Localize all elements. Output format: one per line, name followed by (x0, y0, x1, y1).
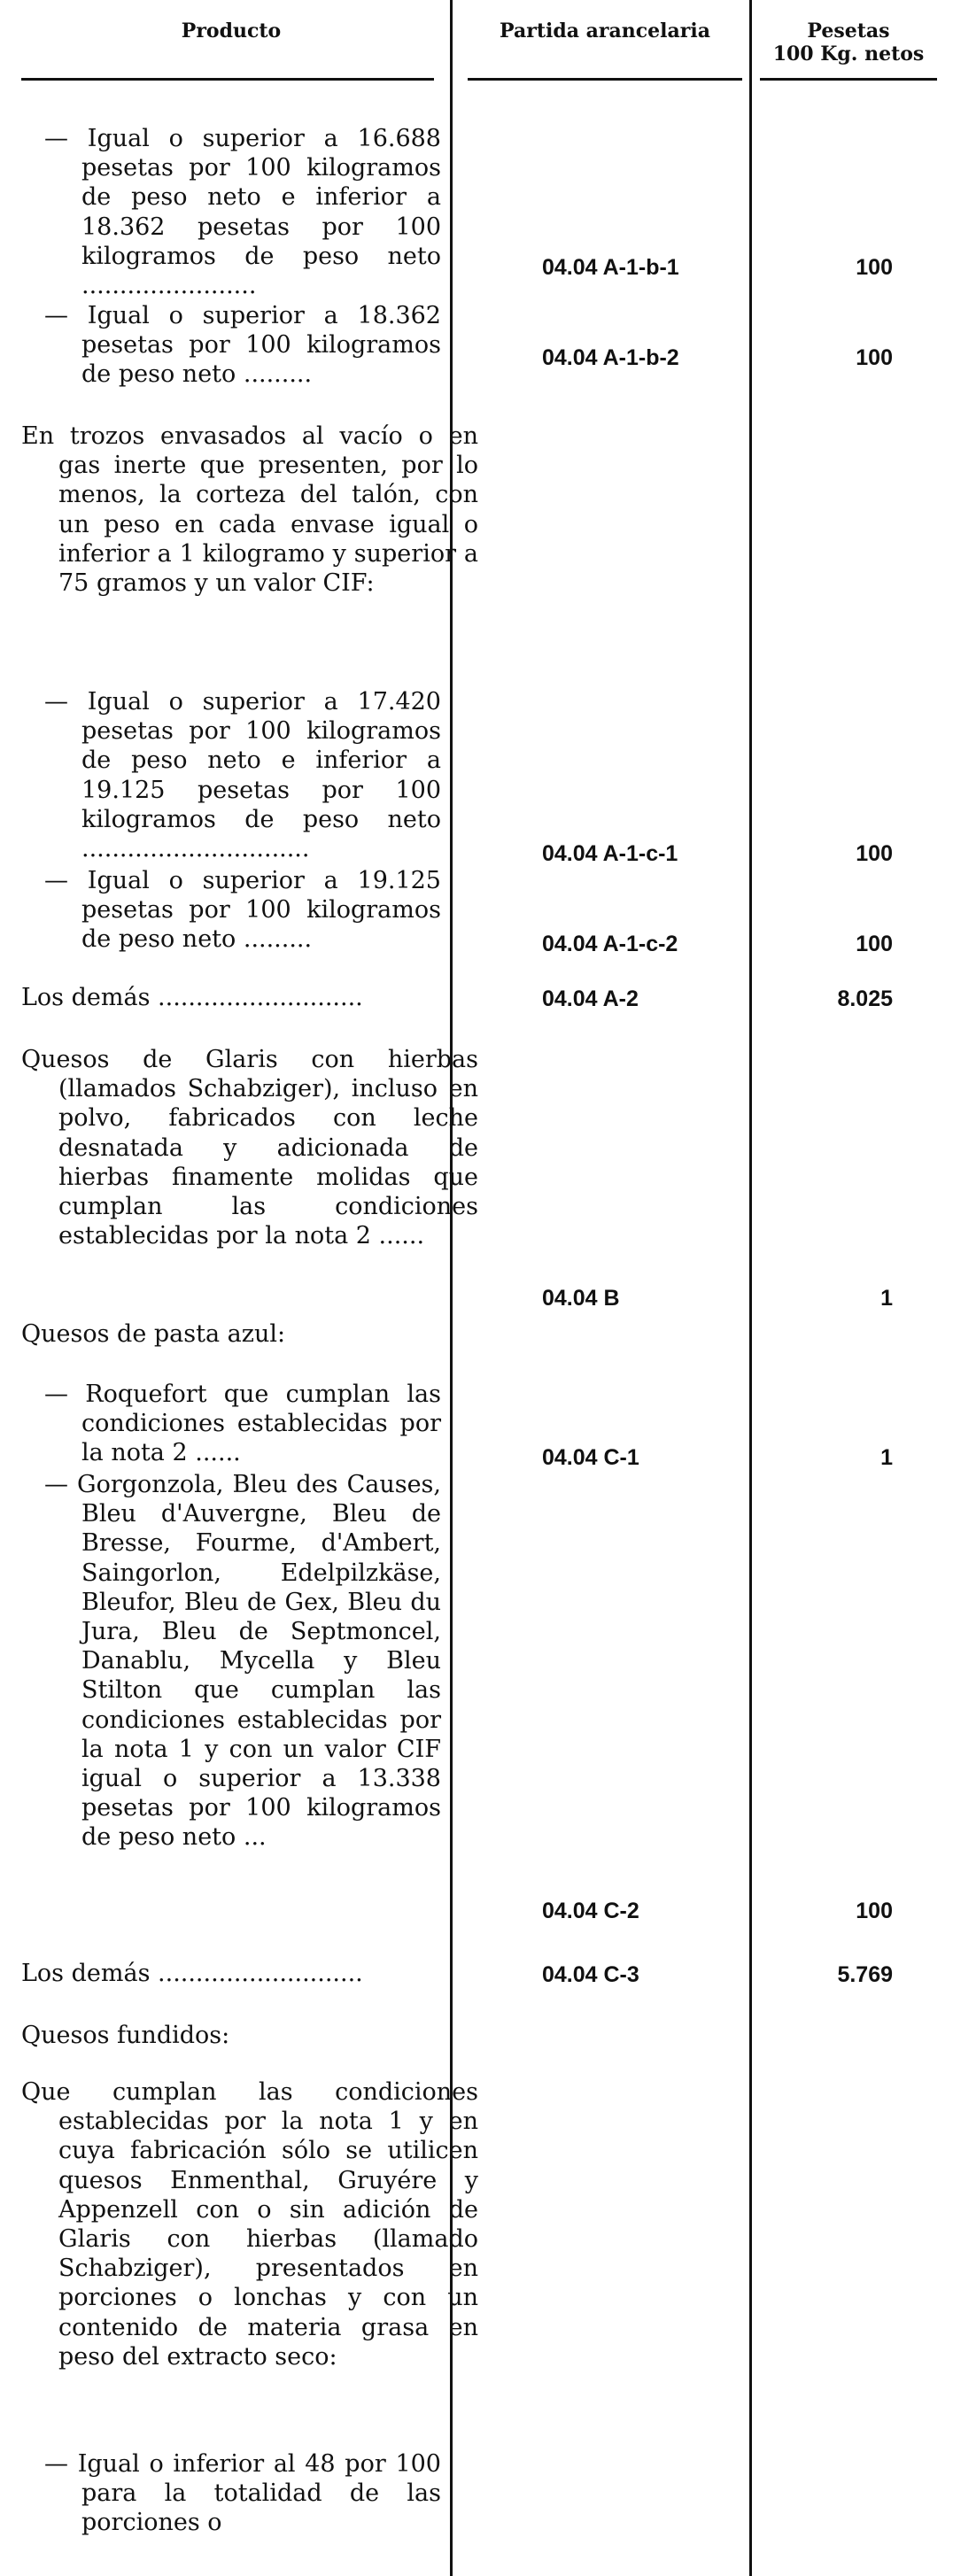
header-rule-partida (468, 78, 742, 81)
column-divider-2 (749, 0, 752, 2576)
row-description: Quesos de Glaris con hierbas (llamados Schabziger), incluso en polvo, fabricados con leche desnatada y adicionada de hierbas finamente molidas que cumplan las condiciones establecidas por la nota 2 ...... (21, 1046, 478, 1250)
row-tariff-code: 04.04 B (542, 1286, 620, 1311)
row-tariff-code: 04.04 A-1-c-1 (542, 841, 678, 866)
row-description: Los demás ........................... (21, 1960, 363, 1987)
row-tariff-code: 04.04 C-1 (542, 1445, 639, 1470)
header-pesetas (760, 19, 937, 66)
row-tariff-code: 04.04 C-3 (542, 1962, 639, 1987)
header-rule-producto (21, 78, 434, 81)
row-tariff-code: 04.04 A-2 (542, 986, 639, 1011)
header-partida-arancelaria: Partida arancelaria (500, 19, 710, 43)
row-description: Los demás ........................... (21, 984, 363, 1011)
row-description: — Gorgonzola, Bleu des Causes, Bleu d'Auvergne, Bleu de Bresse, Fourme, d'Ambert, Saingorlon, Edelpilzkäse, Bleufor, Bleu de Gex, Bleu du Jura, Bleu de Septmoncel, Danablu, Mycella y Bleu Stilton que cumplan las condiciones establecidas por la nota 1 y con un valor CIF igual o superior a 13.338 pesetas por 100 kilogramos de peso neto ... (44, 1471, 441, 1852)
row-description: — Igual o superior a 19.125 pesetas por 100 kilogramos de peso neto ......... (44, 867, 441, 954)
row-value: 100 (856, 841, 893, 866)
row-value: 100 (856, 1899, 893, 1923)
row-value: 8.025 (837, 986, 893, 1011)
row-description: — Igual o superior a 16.688 pesetas por 100 kilogramos de peso neto e inferior a 18.362 pesetas por 100 kilogramos de peso neto ....................... (44, 125, 441, 300)
row-description: — Roquefort que cumplan las condiciones establecidas por la nota 2 ...... (44, 1381, 441, 1467)
row-value: 100 (856, 932, 893, 956)
row-description: — Igual o superior a 17.420 pesetas por 100 kilogramos de peso neto e inferior a 19.125 pesetas por 100 kilogramos de peso neto .............................. (44, 688, 441, 863)
row-value: 1 (880, 1286, 893, 1311)
header-producto: Producto (181, 19, 282, 43)
row-value: 1 (880, 1445, 893, 1470)
row-description: Quesos de pasta azul: (21, 1320, 286, 1348)
row-value: 100 (856, 345, 893, 370)
row-tariff-code: 04.04 A-1-b-1 (542, 255, 679, 280)
row-tariff-code: 04.04 C-2 (542, 1899, 639, 1923)
row-description: En trozos envasados al vacío o en gas inerte que presenten, por lo menos, la corteza del talón, con un peso en cada envase igual o inferior a 1 kilogramo y superior a 75 gramos y un valor CIF: (21, 422, 478, 598)
header-pesetas-line2: 100 Kg. netos (772, 43, 925, 66)
row-tariff-code: 04.04 A-1-b-2 (542, 345, 679, 370)
row-description: — Igual o superior a 18.362 pesetas por 100 kilogramos de peso neto ......... (44, 302, 441, 389)
row-description: Que cumplan las condiciones establecidas por la nota 1 y en cuya fabricación sólo se utilicen quesos Enmenthal, Gruyére y Appenzell con o sin adición de Glaris con hierbas (llamado Schabziger), presentados en porciones o lonchas y con un contenido de materia grasa en peso del extracto seco: (21, 2078, 478, 2371)
row-value: 5.769 (837, 1962, 893, 1987)
header-pesetas-line1: Pesetas (807, 19, 890, 43)
row-description: — Igual o inferior al 48 por 100 para la totalidad de las porciones o (44, 2450, 441, 2537)
row-value: 100 (856, 255, 893, 280)
row-tariff-code: 04.04 A-1-c-2 (542, 932, 678, 956)
header-rule-pesetas (760, 78, 937, 81)
row-description: Quesos fundidos: (21, 2022, 230, 2049)
